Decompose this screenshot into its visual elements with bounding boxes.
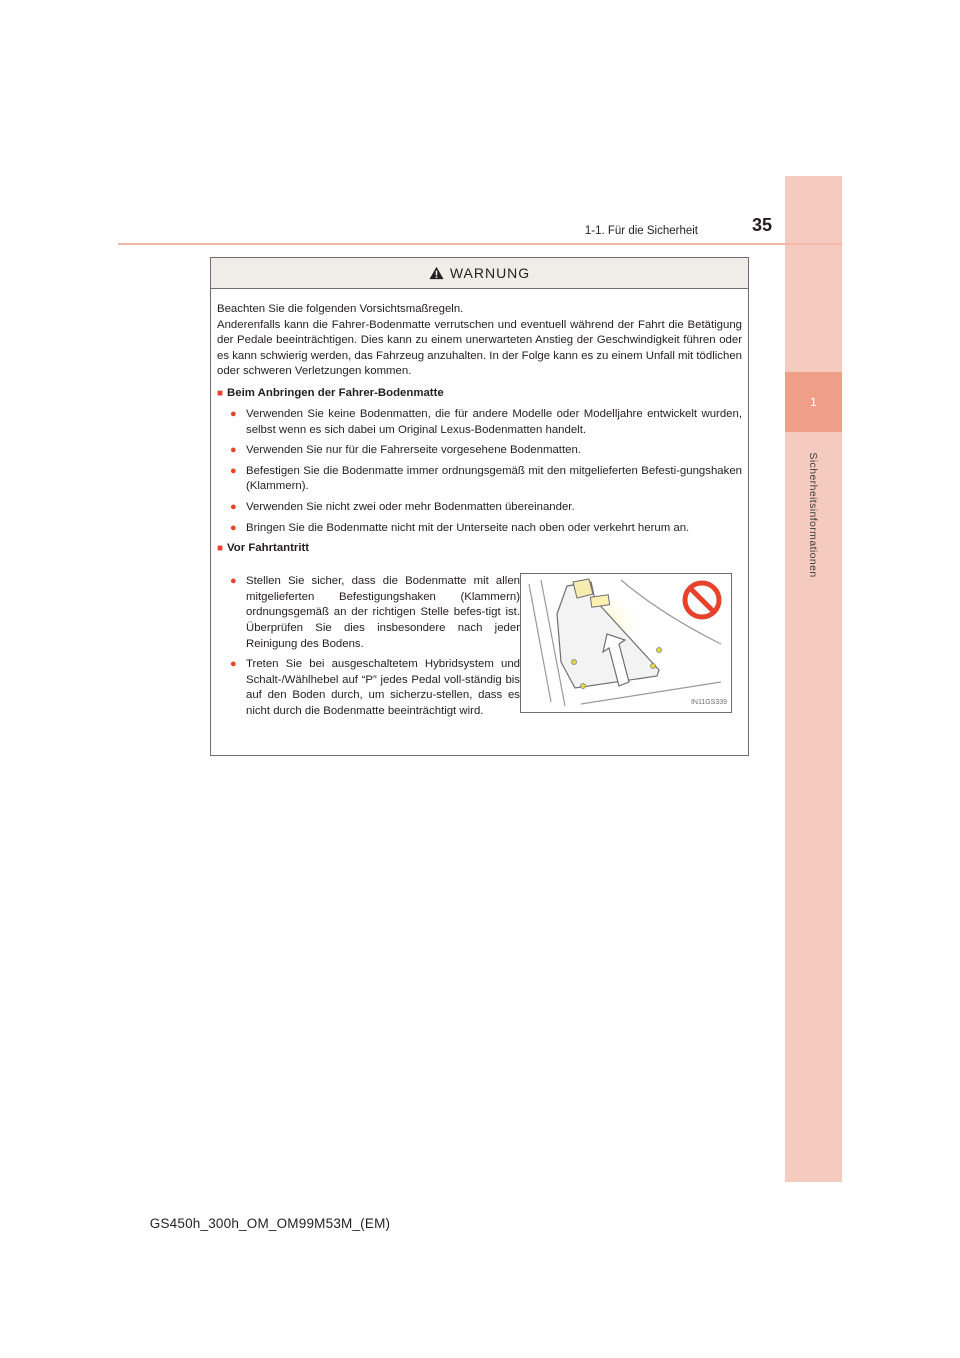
warning-body <box>211 289 748 728</box>
section-heading-text: Vor Fahrtantritt <box>227 542 310 555</box>
list-item: ● Verwenden Sie keine Bodenmatten, die für andere Modelle oder Modelljahre entwickelt wurden, selbst wenn es sich dabei um Original Lexus-Bodenmatten handelt. <box>230 407 742 438</box>
document-code-footer: GS450h_300h_OM_OM99M53M_(EM) <box>149 1216 391 1231</box>
list-item: ● Befestigen Sie die Bodenmatte immer ordnungsgemäß mit den mitgelieferten Befesti-gungshaken (Klammern). <box>230 464 742 495</box>
page-number: 35 <box>752 215 773 235</box>
intro-line-2: Anderenfalls kann die Fahrer-Bodenmatte verrutschen und eventuell während der Fahrt die Betätigung der Pedale beeinträchtigen. Dies kann zu einem unerwarteten Anstieg der Geschwindigkeit führen oder es kann schwierig werden, das Fahrzeug anzuhalten. In der Folge kann es zu einem Unfall mit tödlichen oder schweren Verletzungen kommen. <box>217 318 742 378</box>
intro-line-1: Beachten Sie die folgenden Vorsichtsmaßregeln. <box>217 303 464 315</box>
section-heading <box>217 386 742 402</box>
floor-mat-drawing <box>521 574 731 712</box>
section1-list <box>217 407 742 536</box>
section2-content <box>217 562 742 728</box>
illustration-code: IN11GS339 <box>690 698 727 706</box>
warning-intro <box>217 302 742 380</box>
square-bullet-icon: ■ <box>217 387 224 399</box>
section2-list <box>217 574 520 724</box>
warning-box <box>210 257 749 756</box>
side-tab <box>785 176 842 1182</box>
list-item: ● Verwenden Sie nur für die Fahrerseite vorgesehene Bodenmatten. <box>230 443 742 459</box>
list-item: ● Verwenden Sie nicht zwei oder mehr Bodenmatten übereinander. <box>230 500 742 516</box>
chapter-label: Sicherheitsinformationen <box>807 452 819 578</box>
prohibition-icon <box>685 583 719 617</box>
floor-mat-illustration <box>520 573 732 713</box>
warning-title: WARNUNG <box>449 265 531 281</box>
header-rule <box>118 243 842 245</box>
section-heading-text: Beim Anbringen der Fahrer-Bodenmatte <box>227 386 444 399</box>
list-item: ● Stellen Sie sicher, dass die Bodenmatte mit allen mitgelieferten Befestigungshaken (Klammern) ordnungsgemäß an der richtigen Stelle befes-tigt ist. Überprüfen Sie dies insbesondere nach jeder Reinigung des Bodens. <box>230 574 520 652</box>
list-item: ● Bringen Sie die Bodenmatte nicht mit der Unterseite nach oben oder verkehrt herum an. <box>230 521 742 537</box>
list-item: ● Treten Sie bei ausgeschaltetem Hybridsystem und Schalt-/Wählhebel auf “P” jedes Pedal voll-ständig bis auf den Boden durch, um sicherzu-stellen, dass es nicht durch die Bodenmatte beeinträchtigt wird. <box>230 657 520 719</box>
square-bullet-icon: ■ <box>217 543 224 555</box>
chapter-number-tab[interactable]: 1 <box>785 372 842 432</box>
section-title: 1-1. Für die Sicherheit <box>584 225 698 237</box>
section-heading <box>217 541 742 557</box>
warning-triangle-icon <box>429 266 444 280</box>
warning-header <box>211 258 748 289</box>
